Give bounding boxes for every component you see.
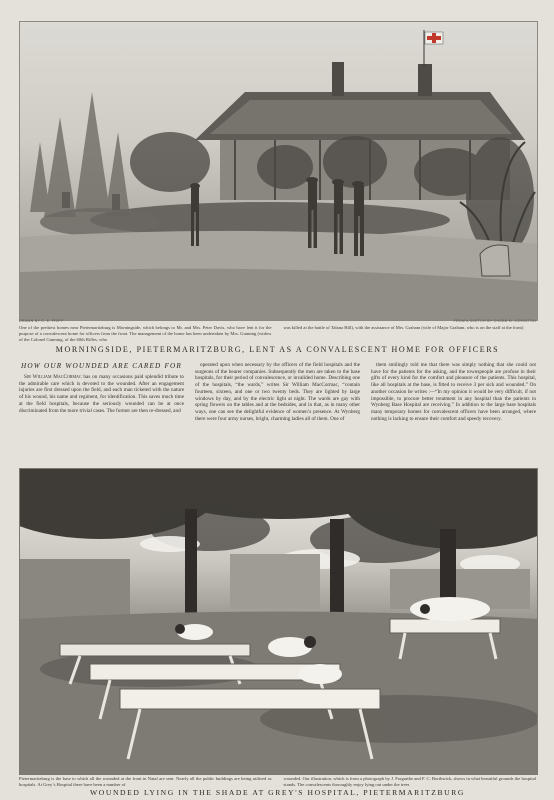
- bottom-caption-col-2: wounded. Our illustration, which is from a photograph by J. Forgarthe and F. C. Borthwick, shows in what beautiful grounds the hospital stands. The convalescents thoroughly enjoy lying out under the trees: [283, 776, 536, 787]
- lead-name: Sir William MacCormac: [24, 374, 82, 380]
- article-col3-text: them smilingly told me that there was simply nothing that she could not have for the patients for the asking, and the townspeople are profuse in their gifts of every kind for the comfort and pleasure of the patients. This hospital, like all hospitals at the base, is fitted to receive 3 per sick and wounded.” On another occasion he writes :—“In my opinion it would be very difficult, if not impossible, to procure better treatment in any hospital than the patients in Wynberg Base Hospital are receiving.” In addition to the large base hospitals many temporary homes for convalescent officers have been arranged, where nothing is lacking to ensure their comfort and speedy recovery.: [371, 362, 536, 422]
- morningside-engraving: [20, 22, 537, 320]
- top-caption: [19, 325, 536, 343]
- bottom-caption: [19, 776, 536, 788]
- article-column-2: [195, 362, 360, 462]
- article-col2-text: operated upon when necessary by the officers of the field hospitals and the surgeons of the bearer companies. Subsequently the men are taken to the base hospitals, for their period of convalescence, or invalided home. Describing one of the hospitals, “the wards,” writes Sir William MacCormac, “contain fourteen, sixteen, and one or two twenty beds. They are lighted by large windows by day, and by the electric light at night. The wards are gay with spring flowers on the tables and at the bedsides, and in that, as in many other ways, one can see the delightful evidence of women’s presence. At Wynberg there were four army nurses, bright, charming ladies all of them. One of: [195, 362, 360, 422]
- article-col1-text: has on many occasions paid splendid tribute to the admirable care which is devoted to the wounded. After an engagement injuries are first dressed upon the field, and each man ticketed with the nature of his wound, his name and regiment, for identification. This saves much time at the field hospitals, because the seriously wounded can be at once discriminated from the more trivial cases. The former are then re-dressed, and: [19, 374, 184, 414]
- top-caption-col-2: was killed at the battle of Talana Hill), with the assistance of Mrs. Graham (wife of Major Graham, who is on the staff at the front): [283, 325, 524, 330]
- sketch-credit: FROM A SKETCH BY CHUBB M. JOHNSTON: [453, 319, 536, 323]
- article-paragraph-1: [19, 374, 184, 414]
- greys-hospital-illustration: [19, 468, 538, 775]
- illustration-credits: [19, 319, 536, 323]
- artist-credit: DRAWN BY C. E. FRIPP: [19, 319, 64, 323]
- bottom-caption-col-1: Pietermaritzburg is the base to which all the wounded at the front in Natal are sent. Nearly all the public buildings are being utilised as hospitals. At Grey’s Hospital there have been a number of: [19, 776, 272, 787]
- article-body: [19, 362, 536, 462]
- greys-hospital-engraving: [20, 469, 537, 774]
- morningside-illustration: [19, 21, 538, 321]
- top-illustration-title: MORNINGSIDE, PIETERMARITZBURG, LENT AS A CONVALESCENT HOME FOR OFFICERS: [55, 345, 500, 354]
- top-caption-col-1: One of the prettiest homes near Pietermaritzburg is Morningside, which belongs to Mr. and Mrs. Peter Davis, who have lent it for the purpose of a convalescent home for officers from the front. The management of the home has been undertaken by Mrs. Gunning (widow of the Colonel Gunning, of the 60th Rifles, who: [19, 325, 272, 342]
- bottom-illustration-title: WOUNDED LYING IN THE SHADE AT GREY'S HOSPITAL, PIETERMARITZBURG: [90, 788, 465, 797]
- article-column-3: [371, 362, 536, 462]
- article-headline: HOW OUR WOUNDED ARE CARED FOR: [20, 362, 183, 370]
- article-column-1: [19, 362, 184, 462]
